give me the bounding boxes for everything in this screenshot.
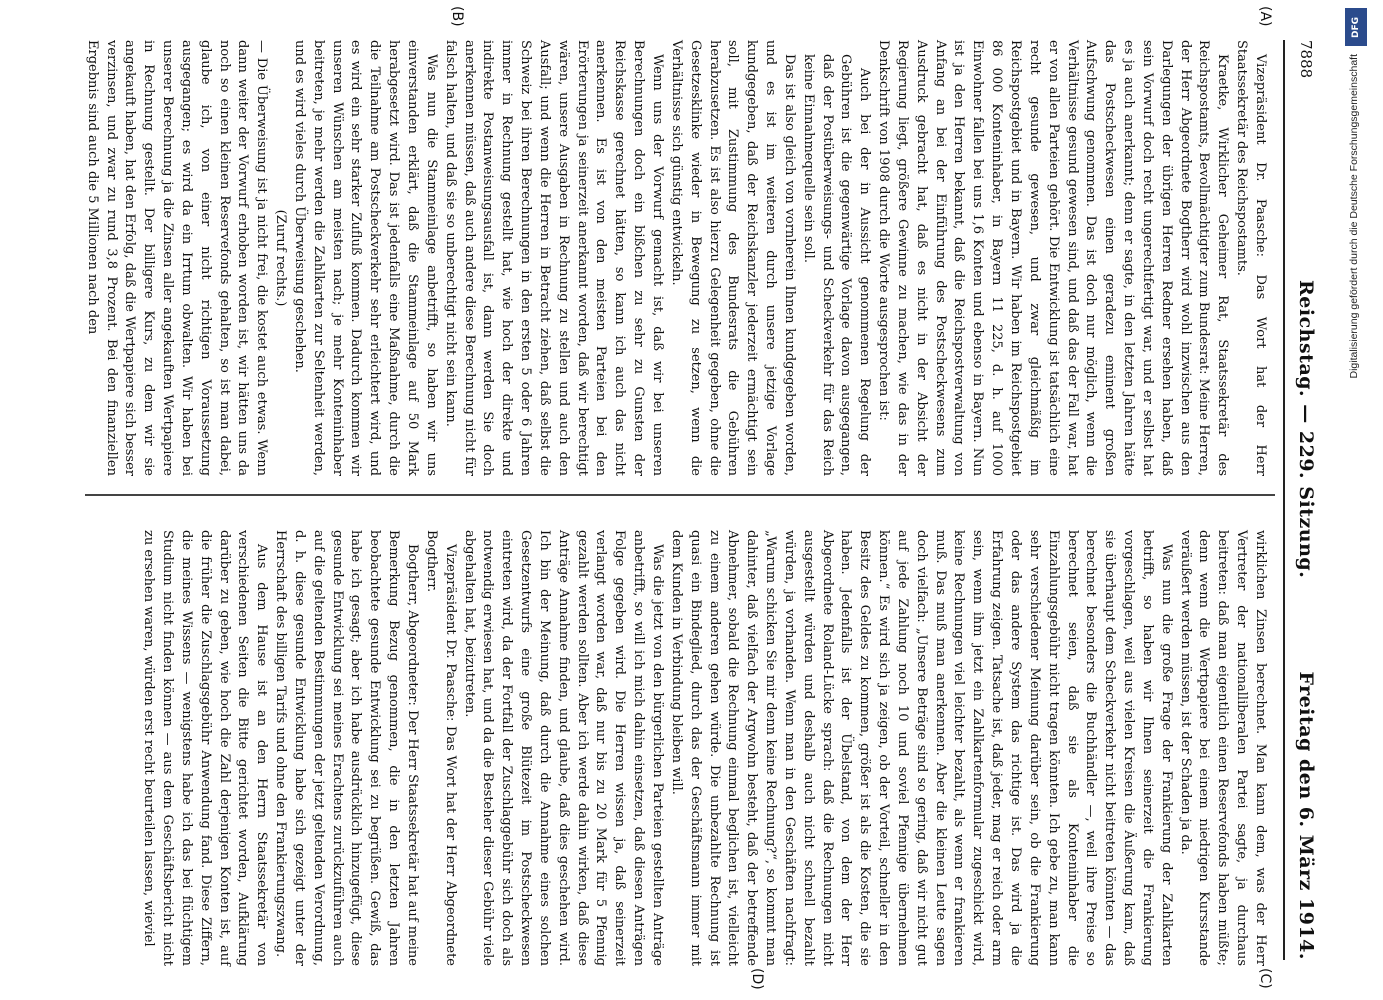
page-number: 7888 bbox=[1297, 40, 1315, 79]
left-column bbox=[82, 40, 1269, 476]
paragraph: Auch bei der in Aussicht genommenen Regelung der Gebühren ist die gegenwärtige Vorlage davon ausgegangen, daß der Postüberweisungs- und Scheckverkehr für das Reich keine Einnahmequelle sein soll. bbox=[800, 54, 873, 476]
paragraph: Was nun die Stammeinlage anbetrifft, so haben wir uns einverstanden erklärt, daß die Stammeinlage auf 50 Mark herabgesetzt wird. Das ist jedenfalls eine Maßnahme, durch die die Teilnahme am Postscheckverkehr sehr erleichtert wird, und es wird ein sehr starker Zufluß kommen. Dadurch kommen wir unseren Wünschen am meisten nach; je mehr Konteninhaber beitreten, je mehr werden die Zahlkarten zur Seltenheit werden, und es wird vieles durch Überweisung geschehen. bbox=[291, 40, 439, 476]
paragraph: Kraetke, Wirklicher Geheimer Rat, Staatssekretär des Reichspostamts, Bevollmächtigter zum Bundesrat: Meine Herren, der Herr Abgeordnete Bogtherr wird wohl inzwischen aus den Darlegungen der übrigen Herren Redner ersehen haben, daß sein Vorwurf doch recht ungerechtfertigt war, und er selbst hat es ja auch anerkannt; denn er sagte, in den letzten Jahren hätte das Postscheckwesen einen geradezu eminent großen Aufschwung genommen. Das ist doch nur möglich, wenn die Verhältnisse gesund gewesen sind, und daß das der Fall war, hat er von allen Parteien gehört. Die Entwicklung ist tatsächlich eine recht gesunde gewesen, und zwar gleichmäßig im Reichspostgebiet und in Bayern. Wir haben im Reichspostgebiet 86 000 Konteninhaber, in Bayern 11 225, d. h. auf 1000 Einwohner fallen bei uns 1,6 Konten und ebenso in Bayern. Nun ist ja den Herren bekannt, daß die Reichspostverwaltung von Anfang an bei der Einführung des Postscheckwesens zum Ausdruck gebracht hat, daß es nicht in der Absicht der Regierung liegt, größere Gewinne zu machen, wie das in der Denkschrift von 1908 durch die Worte ausgesprochen ist: bbox=[876, 40, 1231, 476]
paragraph: Was die jetzt von den bürgerlichen Parteien gestellten Anträge anbetrifft, so will ich mich dahin einsetzen, daß diesen Anträgen Folge gegeben wird. Die Herren wissen ja, daß seinerzeit verlangt worden war, daß nur bis zu 20 Mark für 5 Pfennig gezahlt werden sollten. Aber ich werde dahin wirken, daß diese Anträge Annahme finden, und glaube, daß dies geschehen wird. Ich bin der Meinung, daß durch die Annahme eines solchen Gesetzentwurfs eine große Blütezeit im Postscheckwesen eintreten wird, da der Fortfall der Zuschlaggebühr sich doch als notwendig erwiesen hat, und da die Besteher dieser Gebühr viele abgehalten hat, beizutreten. bbox=[461, 530, 665, 966]
right-column bbox=[138, 530, 1269, 966]
session-date: Freitag den 6. März 1914. bbox=[1295, 671, 1317, 960]
rotated-page bbox=[55, 0, 1335, 1000]
page-header bbox=[1279, 40, 1321, 960]
paragraph: — Die Überweisung ist ja nicht frei, die kostet auch etwas. Wenn dann weiter der Vorwurf erhoben worden ist, wir hätten uns da noch so einen kleinen Reservefonds gehalten, so ist man dabei, glaube ich, von einer nicht richtigen Voraussetzung ausgegangen; es wird da ein Irrtum obwalten. Wir haben bei unserer Berechnung ja die Zinsen aller angekauften Wertpapiere in Rechnung gestellt. Der billigere Kurs, zu dem wir sie angekauft haben, hat den Erfolg, daß die Wertpapiere sich besser verzinsen, und zwar zu rund 3,8 Prozent. Bei den finanziellen Ergebnis sind auch die 5 Millionen nach den bbox=[84, 40, 270, 476]
paragraph: Vizepräsident Dr. Paasche: Das Wort hat der Herr Staatssekretär des Reichspostamts. bbox=[1234, 40, 1268, 476]
side-imprint bbox=[1344, 6, 1374, 996]
dfg-logo: DFG bbox=[1345, 8, 1367, 46]
session-title: Reichstag. — 229. Sitzung. bbox=[1295, 280, 1317, 579]
paragraph: Bogtherr, Abgeordneter: Der Herr Staatssekretär hat auf meine Bemerkung Bezug genommen, die in den letzten Jahren beobachtete gesunde Entwicklung sei zu begrüßen. Gewiß, das habe ich gesagt; aber ich habe ausdrücklich hinzugefügt, diese gesunde Entwicklung sei meines Erachtens zurückzuführen auch auf die geltenden Bestimmungen der jetzt geltenden Verordnung, d. h. diese gesunde Entwicklung habe sich gezeigt unter der Herrschaft des billigen Tarifs und ohne den Frankierungszwang. bbox=[273, 530, 421, 966]
paragraph: Vizepräsident Dr. Paasche: Das Wort hat der Herr Abgeordnete Bogtherr. bbox=[423, 530, 458, 966]
paragraph: Das ist also gleich von vornherein Ihnen kundgegeben worden, und es ist im weiteren durch unsere jetzige Vorlage kundgegeben, daß der Reichskanzler jederzeit ermächtigt sein soll, mit Zustimmung des Bundesrats die Gebühren herabzusetzen. Es ist also hierzu Gelegenheit gegeben, ohne die Gesetzesklinke wieder in Bewegung zu setzen, wenn die Verhältnisse sich günstig entwickeln. bbox=[668, 40, 797, 476]
margin-marker-d: (D) bbox=[749, 968, 765, 990]
margin-marker-b: (B) bbox=[449, 6, 465, 27]
header-rule bbox=[1283, 40, 1285, 960]
margin-marker-a: (A) bbox=[1257, 6, 1273, 27]
margin-marker-c: (C) bbox=[1257, 968, 1273, 989]
paragraph: Wenn uns der Vorwurf gemacht ist, daß wir bei unseren Berechnungen doch ein bißchen zu sehr zu Gunsten der Reichskasse gerechnet hätten, so kann ich auch das nicht anerkennen. Es ist von den meisten Parteien bei den Erörterungen ja seinerzeit anerkannt worden, daß wir berechtigt wären, unsere Ausgaben in Rechnung zu stellen und auch den Ausfall; und wenn die Herren in Betracht ziehen, daß selbst die Schweiz bei ihren Berechnungen in den ersten 5 oder 6 Jahren immer in Rechnung gestellt hat, wie hoch der direkte und indirekte Postanweisungsausfall ist, dann werden Sie doch anerkennen müssen, daß auch andere diese Berechnung nicht für falsch halten, und daß sie so unberechtigt nicht sein kann. bbox=[442, 40, 665, 476]
paragraph: Was nun die große Frage der Frankierung der Zahlkarten betrifft, so haben wir Ihnen seinerzeit die Frankierung vorgeschlagen, weil aus vielen Kreisen die Äußerung kam, daß sie überhaupt dem Scheckverkehr nicht beitreten könnten — das berechnet besonders die Buchhändler —, weil ihre Preise so berechnet seien, daß sie als Konteninhaber die Einzahlungsgebühr nicht tragen könnten. Ich gebe zu, man kann sehr verschiedener Meinung darüber sein, ob die Frankierung oder das andere System das richtige ist. Das wird ja die Erfahrung zeigen. Tatsache ist, daß jeder, mag er reich oder arm sein, wenn ihm jetzt ein Zahlkartenformular zugeschickt wird, keine Rechnungen viel leichter bezahlt, als wenn er frankieren muß. Das muß man anerkennen. Aber die kleinen Leute sagen doch vielfach: „Unsere Beträge sind so gering, daß wir nicht gut auf jede Zahlung noch 10 und soviel Pfennige übernehmen können.“ Es wird sich ja zeigen, ob der Vorteil, schneller in den Besitz des Geldes zu kommen, größer ist als die Kosten, die sie haben. Jedenfalls ist der Übelstand, von dem der Herr Abgeordnete Roland-Lücke sprach: daß die Rechnungen nicht ausgestellt würden und deshalb auch nicht schnell bezahlt würden, ja vorhanden. Wenn man in den Geschäften nachfragt: „Warum schicken Sie mir denn keine Rechnung?“, so kommt man dahinter, daß vielfach der Argwohn besteht, daß der betreffende Abnehmer, sobald die Rechnung einmal beglichen ist, vielleicht zu einem anderen gehen würde. Die unbezahlte Rechnung ist quasi ein Bindeglied, durch das der Geschäftsmann immer mit dem Kunden in Verbindung bleiben will. bbox=[668, 530, 1174, 966]
column-divider bbox=[85, 494, 1275, 496]
paragraph: (Zuruf rechts.) bbox=[273, 209, 289, 307]
paragraph: wirklichen Zinsen berechnet. Man kann dem, was der Herr Vertreter der nationalliberalen Partei sagte, ja durchaus beitreten: daß man eigentlich einen Reservefonds haben müßte; denn wenn die Wertpapiere bei einem niedrigen Kursstande veräußert werden müssen, ist der Schaden ja da. bbox=[1177, 530, 1268, 966]
digitization-note: Digitalisierung gefördert durch die Deutsche Forschungsgemeinschaft bbox=[1348, 54, 1360, 379]
paragraph: Aus dem Hause ist an den Herrn Staatssekretär von verschiedenen Seiten die Bitte gerichtet worden, Aufklärung darüber zu geben, wie hoch die Zahl derjenigen Konten ist, auf die früher die Zuschlagsgebühr Anwendung fand. Diese Ziffern, die meines Wissens — wenigstens habe ich das bei flüchtigem Studium nicht finden können — aus dem Geschäftsbericht nicht zu ersehen waren, würden erst recht beurteilen lassen, wieviel bbox=[141, 530, 270, 966]
